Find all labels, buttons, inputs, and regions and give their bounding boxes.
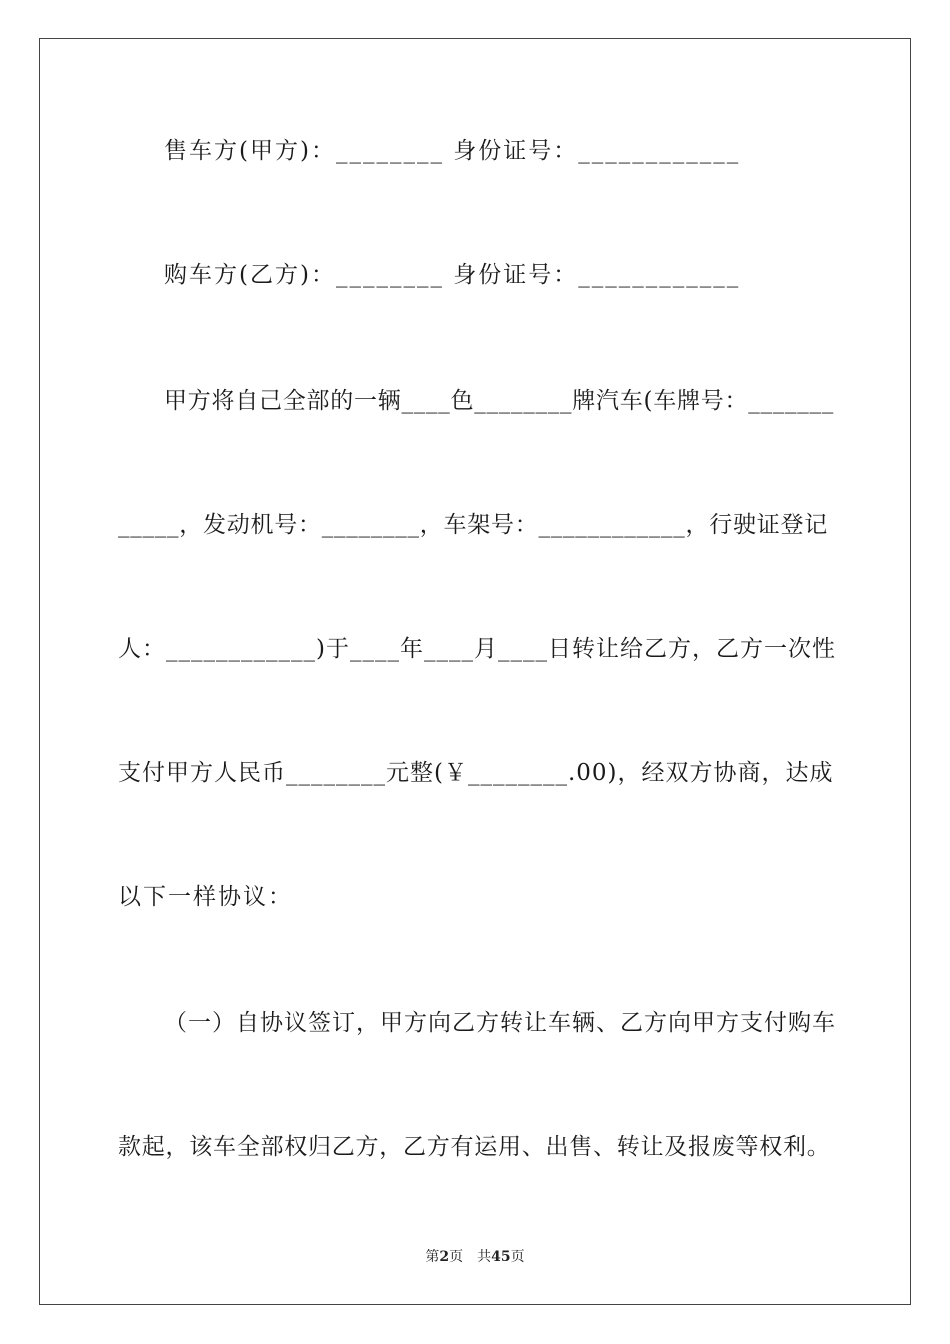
clause-1-line-2: 款起，该车全部权归乙方，乙方有运用、出售、转让及报废等权利。 <box>118 1134 831 1160</box>
footer-page-number: 2 <box>439 1249 450 1265</box>
paragraph-line-4: 支付甲方人民币________元整(￥________.00)，经双方协商，达成 <box>118 760 834 786</box>
footer-page-total: 45 <box>491 1249 511 1265</box>
page-footer <box>0 1248 950 1266</box>
paragraph-line-3: 人：____________)于____年____月____日转让给乙方，乙方一次性 <box>118 636 836 662</box>
page-border <box>39 38 911 1305</box>
footer-mid: 页 共 <box>449 1249 492 1265</box>
footer-suffix: 页 <box>510 1249 525 1265</box>
paragraph-line-1: 甲方将自己全部的一辆____色________牌汽车(车牌号：_______ <box>164 388 834 414</box>
paragraph-line-2: _____，发动机号：________，车架号：____________，行驶证登记 <box>118 512 828 538</box>
seller-line: 售车方(甲方)：________ 身份证号：____________ <box>164 138 741 164</box>
footer-prefix: 第 <box>425 1249 440 1265</box>
paragraph-line-5: 以下一样协议： <box>118 884 293 910</box>
buyer-line: 购车方(乙方)：________ 身份证号：____________ <box>164 262 741 288</box>
clause-1-line-1: （一）自协议签订，甲方向乙方转让车辆、乙方向甲方支付购车 <box>164 1010 836 1036</box>
